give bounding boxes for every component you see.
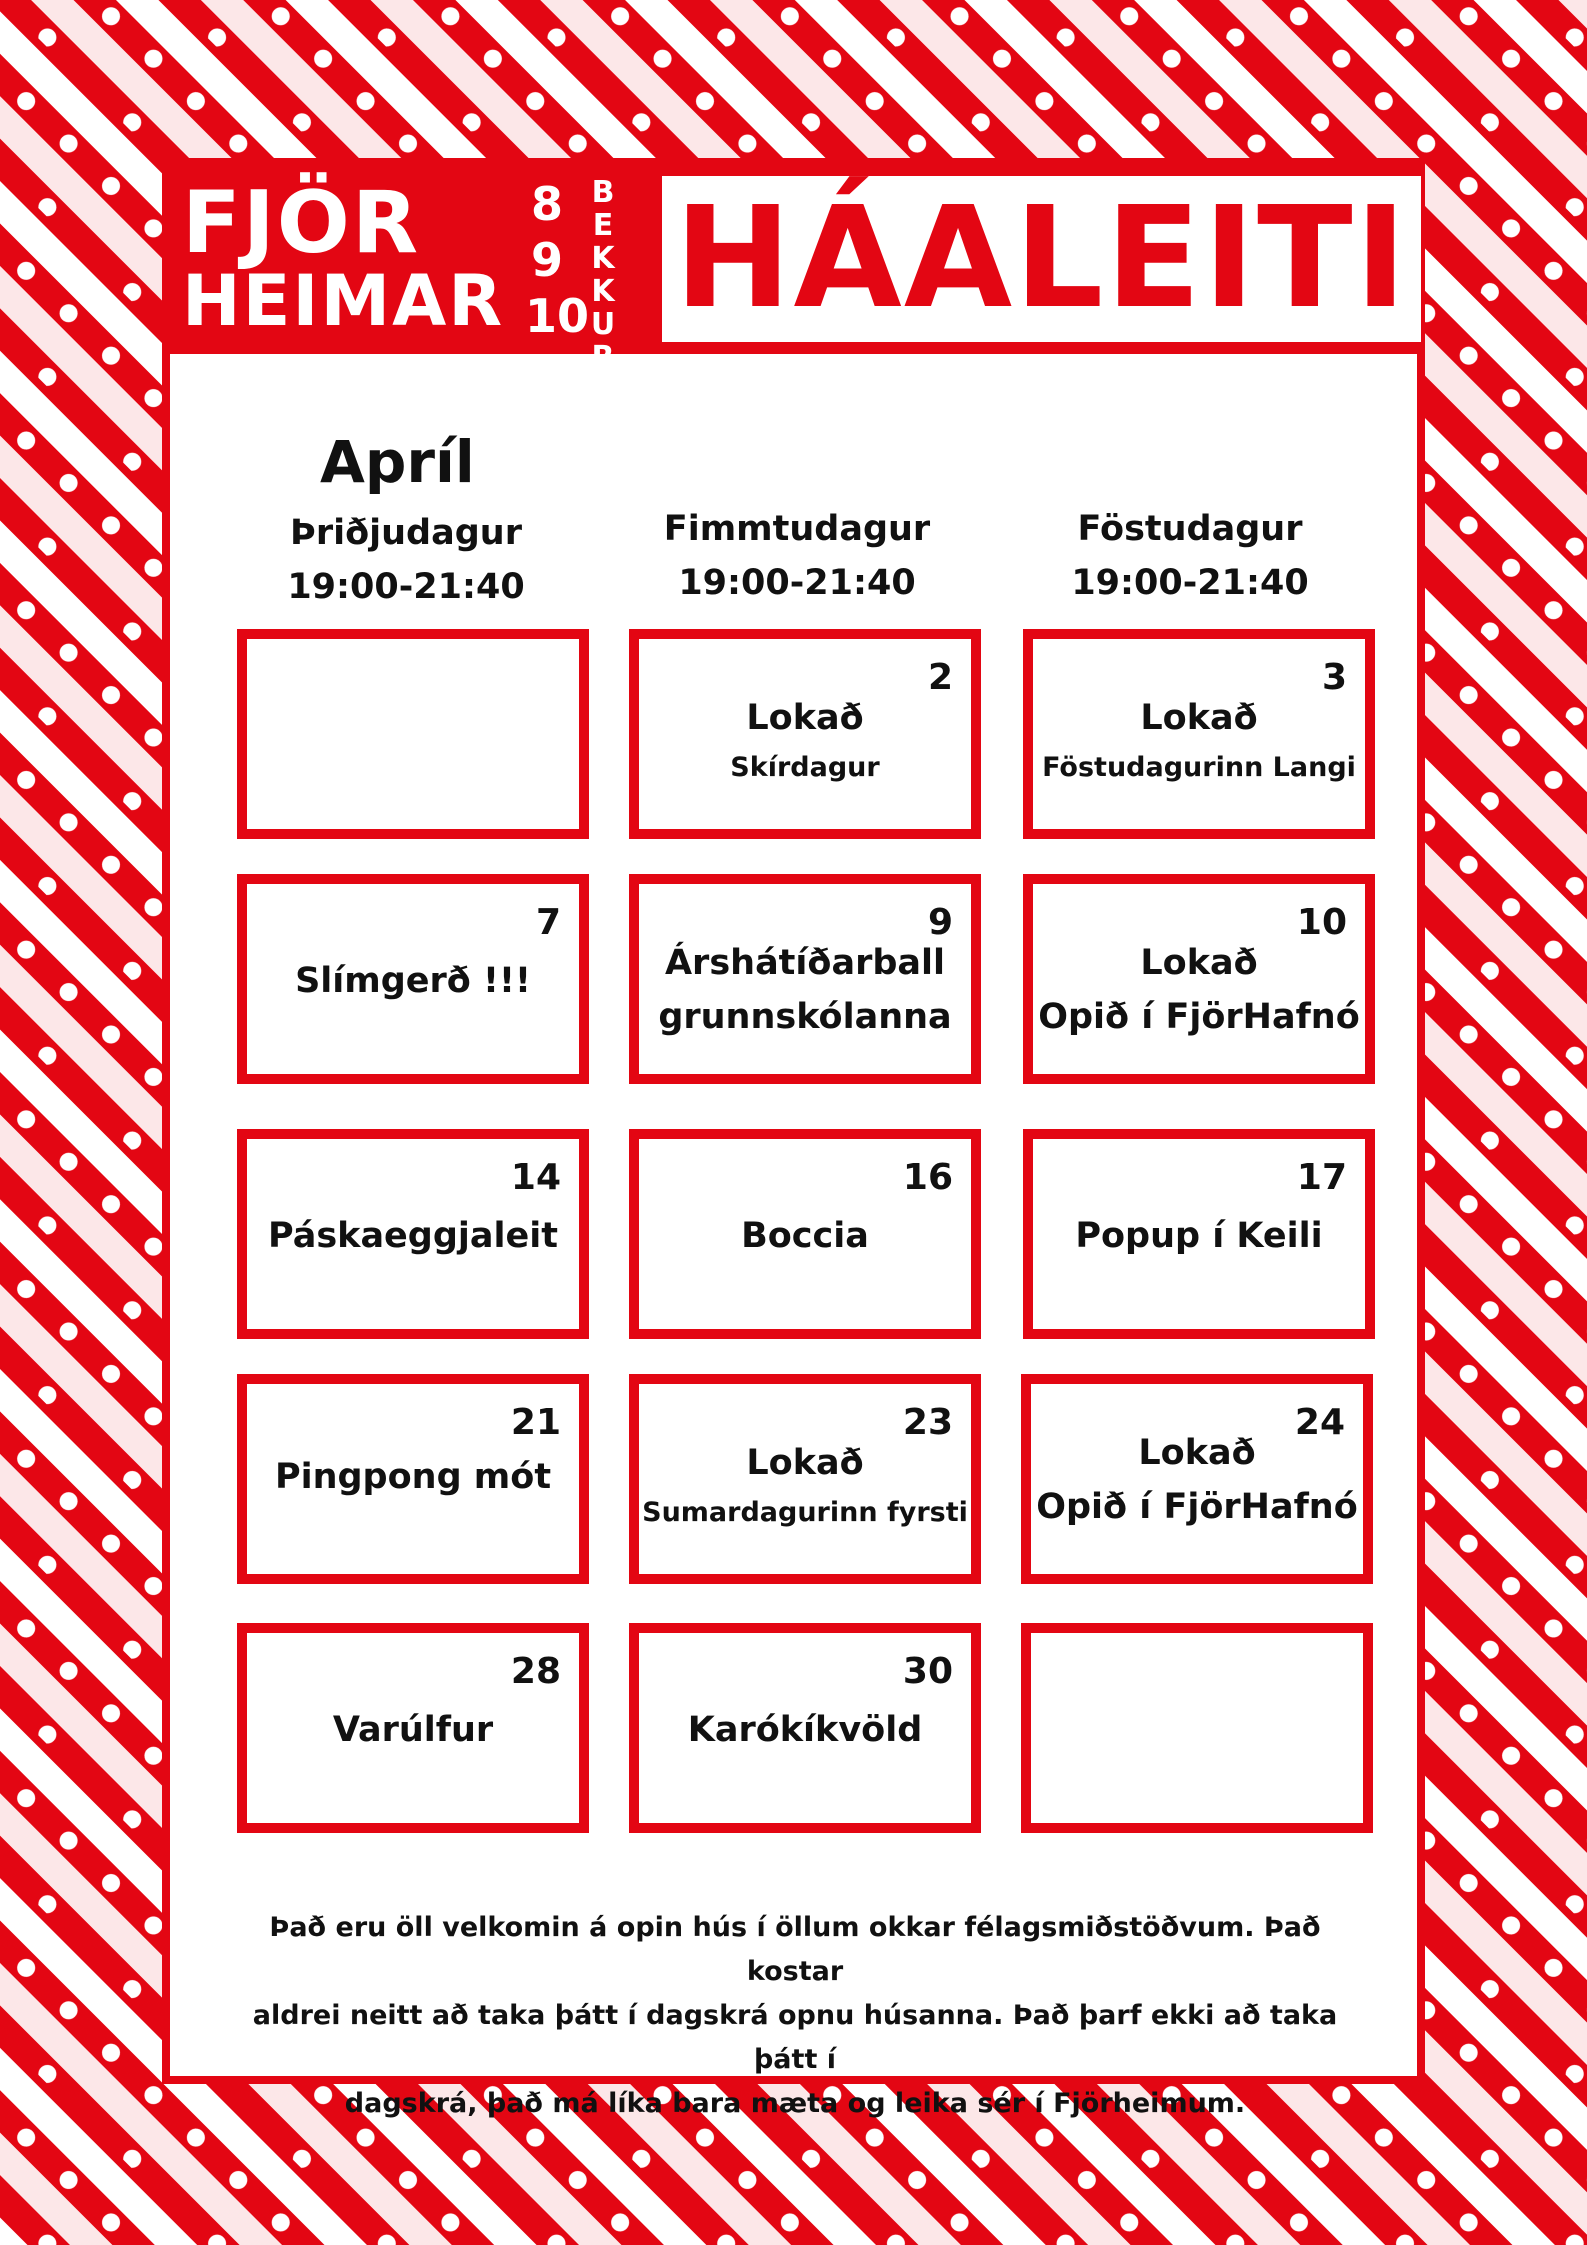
day-event <box>639 1703 971 1757</box>
day-cell-2 <box>629 629 981 839</box>
day-event <box>247 1703 579 1757</box>
day-number: 7 <box>535 902 561 943</box>
grade-numbers <box>525 176 590 344</box>
page-title: HÁALEITI <box>674 177 1409 340</box>
day-number: 28 <box>510 1651 561 1692</box>
day-cell-17 <box>1023 1129 1375 1339</box>
event-title: Lokað <box>1140 943 1258 983</box>
event-title: Pingpong mót <box>274 1457 552 1497</box>
title-box <box>662 176 1421 342</box>
grade-9: 9 <box>530 233 563 287</box>
day-cell-empty <box>237 629 589 839</box>
day-event <box>247 1450 579 1504</box>
day-number: 14 <box>510 1157 561 1198</box>
footer-line-2: aldrei neitt að taka þátt í dagskrá opnu húsanna. Það þarf ekki að taka þátt í <box>252 2000 1338 2075</box>
footer-note <box>250 1906 1340 2126</box>
day-number: 30 <box>902 1651 953 1692</box>
footer-line-1: Það eru öll velkomin á opin hús í öllum okkar félagsmiðstöðvum. Það kostar <box>269 1912 1321 1987</box>
bekkur-letter: B <box>591 175 615 210</box>
footer-line-3: dagskrá, það má líka bara mæta og leika sér í Fjörheimum. <box>344 2088 1246 2119</box>
day-number: 21 <box>510 1402 561 1443</box>
event-title: Popup í Keili <box>1075 1216 1323 1256</box>
header-band <box>170 166 1417 375</box>
day-event <box>1031 1426 1363 1534</box>
day-event <box>639 936 971 1044</box>
day-number: 17 <box>1296 1157 1347 1198</box>
day-number: 9 <box>927 902 953 943</box>
day-event <box>639 1209 971 1263</box>
event-title: Varúlfur <box>332 1710 494 1750</box>
column-time: 19:00-21:40 <box>678 563 916 603</box>
bekkur-letter: E <box>592 208 614 243</box>
day-event <box>247 954 579 1008</box>
day-cell-10 <box>1023 874 1375 1084</box>
day-number: 16 <box>902 1157 953 1198</box>
day-cell-9 <box>629 874 981 1084</box>
day-cell-28 <box>237 1623 589 1833</box>
grade-8: 8 <box>530 177 563 231</box>
day-cell-23 <box>629 1374 981 1584</box>
column-day: Þriðjudagur <box>290 513 522 553</box>
event-subtitle: Föstudagurinn Langi <box>1042 752 1356 783</box>
day-cell-3 <box>1023 629 1375 839</box>
column-day: Föstudagur <box>1077 509 1303 549</box>
day-event <box>1033 691 1365 791</box>
event-title: Slímgerð !!! <box>295 961 531 1001</box>
month-title: Apríl <box>320 428 475 496</box>
logo-line-2: HEIMAR <box>182 260 505 342</box>
day-cell-7 <box>237 874 589 1084</box>
bekkur-letter: R <box>591 340 615 375</box>
column-header-thursday <box>632 502 962 610</box>
bekkur-letter: K <box>591 274 615 309</box>
day-number: 2 <box>927 657 953 698</box>
day-cell-30 <box>629 1623 981 1833</box>
poster <box>162 158 1425 2119</box>
day-event <box>639 1436 971 1536</box>
column-time: 19:00-21:40 <box>1071 563 1309 603</box>
day-cell-16 <box>629 1129 981 1339</box>
day-number: 23 <box>902 1402 953 1443</box>
day-number: 3 <box>1321 657 1347 698</box>
event-title-line-2: Opið í FjörHafnó <box>1036 1487 1358 1527</box>
day-event <box>1033 936 1365 1044</box>
event-title: Árshátíðarball <box>664 943 946 983</box>
event-title: Lokað <box>1140 698 1258 738</box>
event-title: Lokað <box>746 1443 864 1483</box>
event-subtitle: Sumardagurinn fyrsti <box>642 1497 968 1528</box>
column-header-tuesday <box>241 506 571 614</box>
event-title: Boccia <box>741 1216 869 1256</box>
event-title: Lokað <box>1138 1433 1256 1473</box>
bekkur-letter: U <box>590 307 616 342</box>
day-event <box>247 1209 579 1263</box>
day-cell-empty <box>1021 1623 1373 1833</box>
bekkur-letter: K <box>591 241 615 276</box>
event-title-line-2: Opið í FjörHafnó <box>1038 997 1360 1037</box>
day-cell-21 <box>237 1374 589 1584</box>
day-number: 24 <box>1294 1402 1345 1443</box>
fjorheimar-logo <box>182 173 505 346</box>
day-cell-14 <box>237 1129 589 1339</box>
bekkur-label <box>588 176 618 374</box>
event-title: Lokað <box>746 698 864 738</box>
event-title: Karókíkvöld <box>687 1710 923 1750</box>
column-header-friday <box>1025 502 1355 610</box>
event-title: Páskaeggjaleit <box>268 1216 558 1256</box>
grade-10: 10 <box>525 289 590 343</box>
event-title-line-2: grunnskólanna <box>658 997 952 1037</box>
column-time: 19:00-21:40 <box>287 567 525 607</box>
day-event <box>639 691 971 791</box>
day-cell-24 <box>1021 1374 1373 1584</box>
logo-line-1: FJÖR <box>182 173 421 273</box>
day-event <box>1033 1209 1365 1263</box>
column-day: Fimmtudagur <box>663 509 931 549</box>
event-subtitle: Skírdagur <box>730 752 880 783</box>
day-number: 10 <box>1296 902 1347 943</box>
